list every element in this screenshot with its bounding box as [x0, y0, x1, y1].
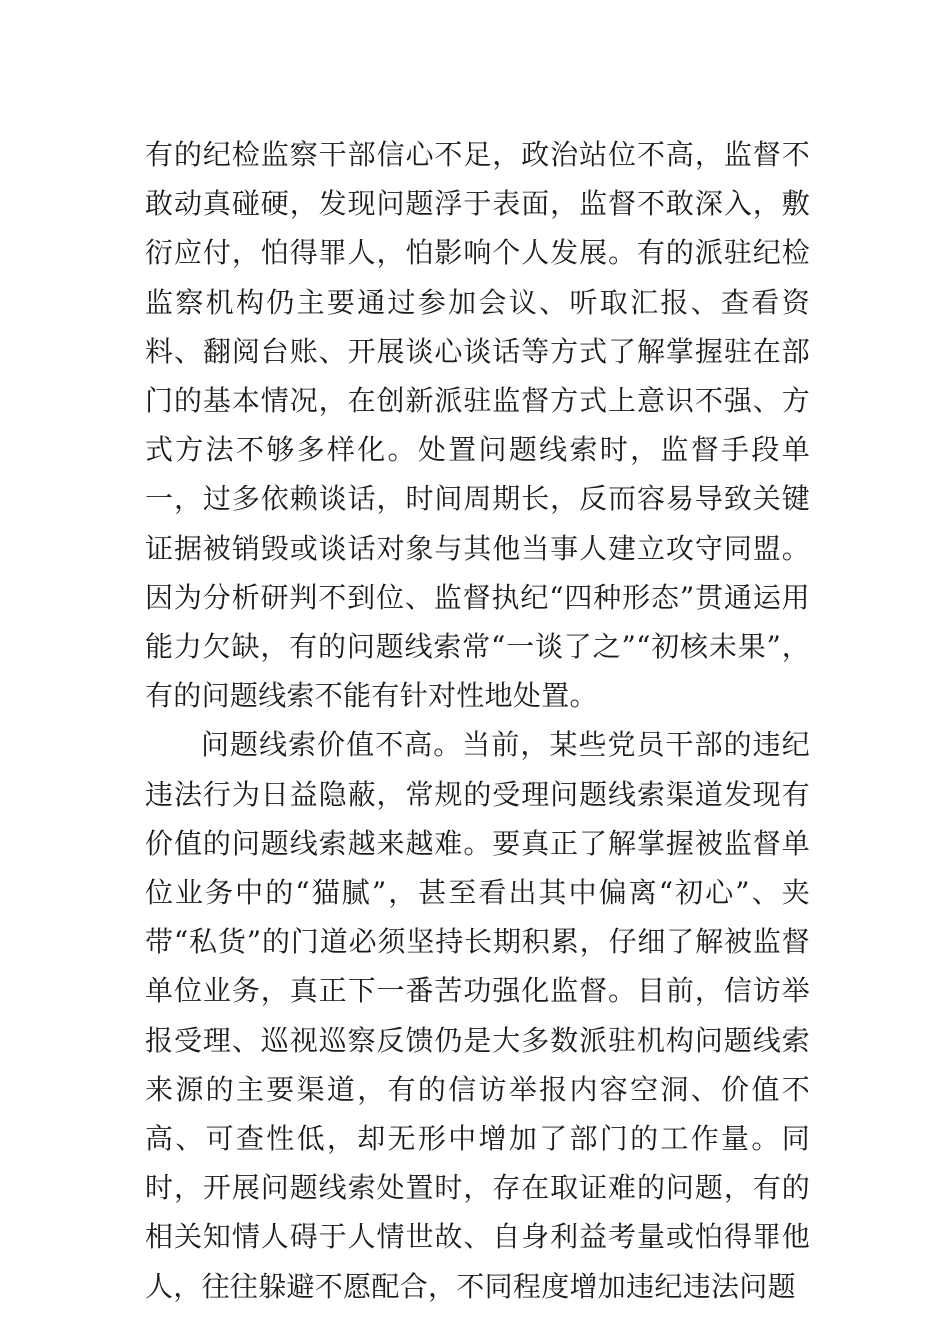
paragraph-continued: 有的纪检监察干部信心不足，政治站位不高，监督不敢动真碰硬，发现问题浮于表面，监督不敢深入，敷衍应付，怕得罪人，怕影响个人发展。有的派驻纪检监察机构仍主要通过参加会议、听取汇报、查看资料、翻阅台账、开展谈心谈话等方式了解掌握驻在部门的基本情况，在创新派驻监督方式上意识不强、方式方法不够多样化。处置问题线索时，监督手段单一，过多依赖谈话，时间周期长，反而容易导致关键证据被销毁或谈话对象与其他当事人建立攻守同盟。因为分析研判不到位、监督执纪“四种形态”贯通运用能力欠缺，有的问题线索常“一谈了之”“初核未果”，有的问题线索不能有针对性地处置。 — [145, 138, 810, 713]
document-body — [145, 130, 810, 1311]
paragraph-clue-value: 问题线索价值不高。当前，某些党员干部的违纪违法行为日益隐蔽，常规的受理问题线索渠道发现有价值的问题线索越来越难。要真正了解掌握被监督单位业务中的“猫腻”，甚至看出其中偏离“初心”、夹带“私货”的门道必须坚持长期积累，仔细了解被监督单位业务，真正下一番苦功强化监督。目前，信访举报受理、巡视巡察反馈仍是大多数派驻机构问题线索来源的主要渠道，有的信访举报内容空洞、价值不高、可查性低，却无形中增加了部门的工作量。同时，开展问题线索处置时，存在取证难的问题，有的相关知情人碍于人情世故、自身利益考量或怕得罪他人，往往躲避不愿配合，不同程度增加违纪违法问题 — [145, 728, 810, 1303]
